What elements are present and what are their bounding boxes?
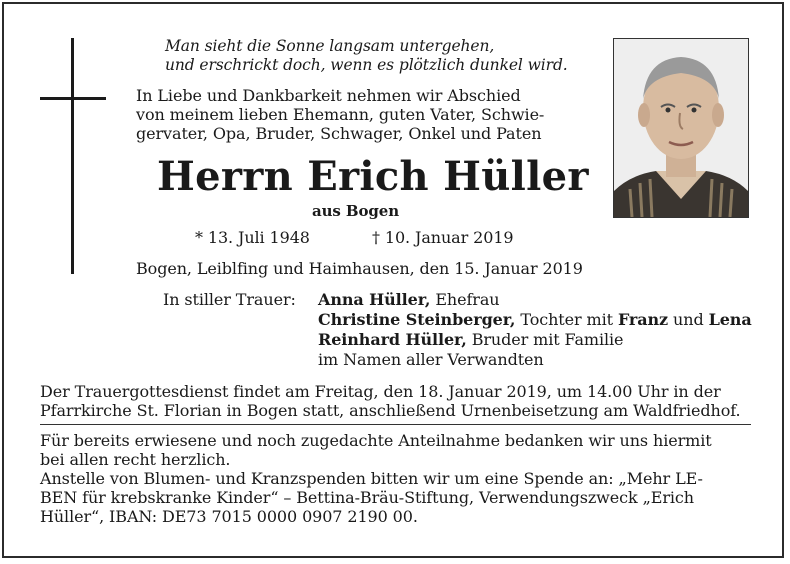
mourner-role: Tochter mit	[515, 310, 618, 329]
intro-line-1: In Liebe und Dankbarkeit nehmen wir Abschied	[136, 86, 521, 105]
mourner-name: Reinhard Hüller,	[318, 330, 467, 349]
death-date: † 10. Januar 2019	[372, 228, 514, 247]
mourner-name: Anna Hüller,	[318, 290, 431, 309]
intro-line-3: gervater, Opa, Bruder, Schwager, Onkel und Paten	[136, 124, 542, 143]
place-and-date: Bogen, Leiblfing und Haimhausen, den 15. Januar 2019	[136, 259, 583, 278]
thanks-line-2: bei allen recht herzlich.	[40, 450, 231, 469]
mourner-role: Bruder mit Familie	[466, 330, 624, 349]
thanks-line-5: Hüller“, IBAN: DE73 7015 0000 0907 2190 00.	[40, 507, 418, 526]
cross-horizontal-bar	[40, 97, 106, 100]
mourner-name: Franz	[617, 310, 669, 329]
thanks-line-4: BEN für krebskranke Kinder“ – Bettina-Bräu-Stiftung, Verwendungszweck „Erich	[40, 488, 694, 507]
mourner-conjunction: und	[668, 310, 709, 329]
portrait-photo	[613, 38, 749, 218]
mourners-label: In stiller Trauer:	[163, 290, 296, 309]
deceased-name: Herrn Erich Hüller	[157, 153, 589, 200]
service-line-2: Pfarrkirche St. Florian in Bogen statt, anschließend Urnenbeisetzung am Waldfriedhof.	[40, 401, 741, 420]
thanks-line-1: Für bereits erwiesene und noch zugedachte Anteilnahme bedanken wir uns hiermit	[40, 431, 712, 450]
mourner-3	[318, 330, 623, 350]
mourner-role: Ehefrau	[430, 290, 500, 309]
thanks-line-3: Anstelle von Blumen- und Kranzspenden bitten wir um eine Spende an: „Mehr LE-	[40, 469, 703, 488]
birth-date: * 13. Juli 1948	[195, 228, 310, 247]
mourner-2	[318, 310, 752, 330]
mourner-4: im Namen aller Verwandten	[318, 350, 544, 369]
motto-line-2: und erschrickt doch, wenn es plötzlich dunkel wird.	[165, 56, 568, 74]
motto-line-1: Man sieht die Sonne langsam untergehen,	[165, 37, 495, 55]
mourner-name: Christine Steinberger,	[318, 310, 516, 329]
mourner-name: Lena	[708, 310, 752, 329]
divider	[40, 424, 751, 425]
cross-vertical-bar	[71, 38, 74, 274]
origin: aus Bogen	[312, 202, 400, 220]
service-line-1: Der Trauergottesdienst findet am Freitag, den 18. Januar 2019, um 14.00 Uhr in der	[40, 382, 721, 401]
mourner-1	[318, 290, 500, 310]
intro-line-2: von meinem lieben Ehemann, guten Vater, Schwie-	[136, 105, 545, 124]
